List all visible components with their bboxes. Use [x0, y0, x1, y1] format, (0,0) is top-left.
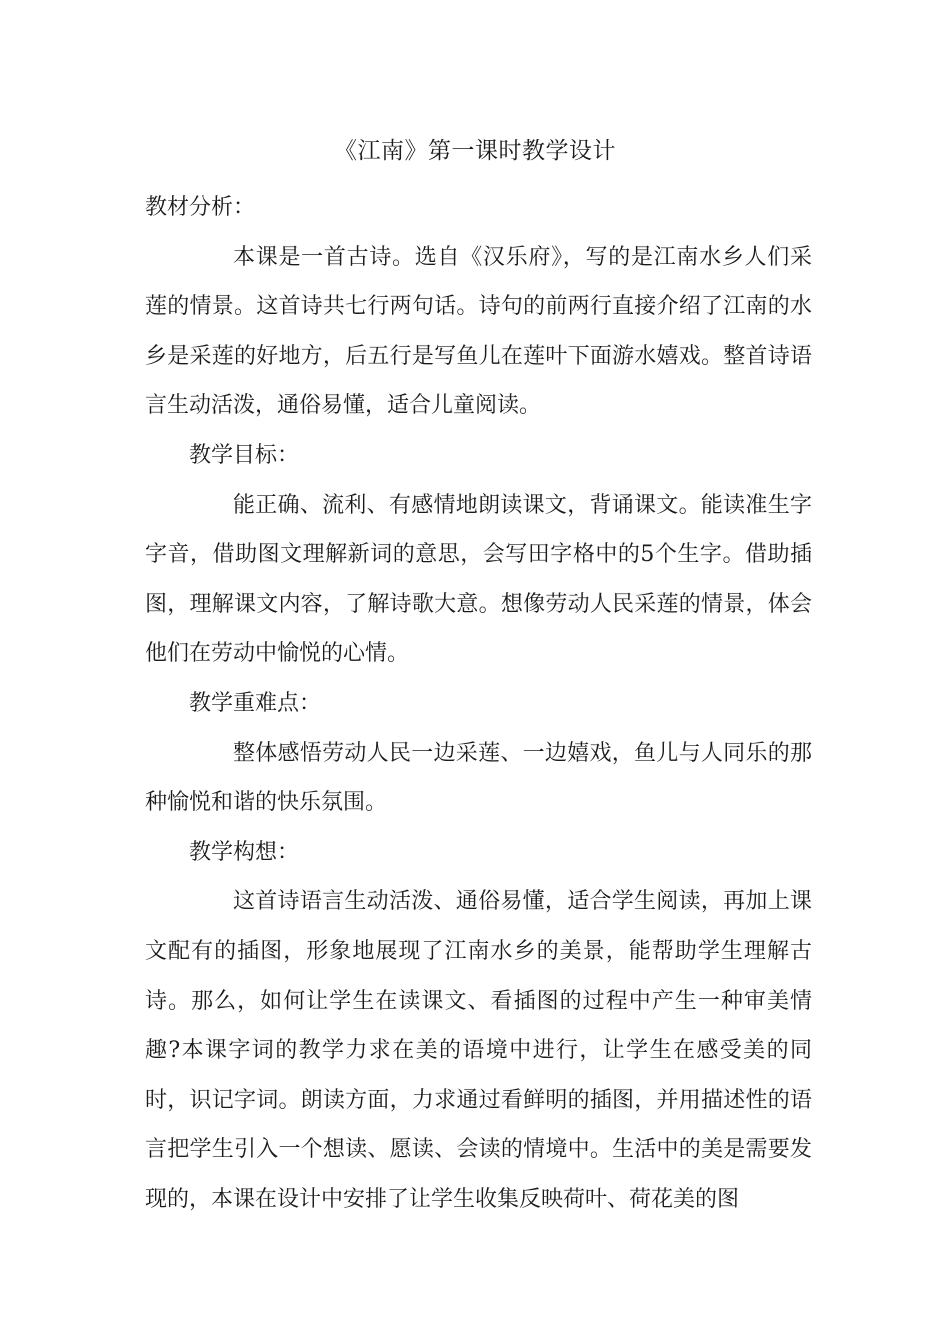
section-paragraph-material-analysis: 本课是一首古诗。选自《汉乐府》，写的是江南水乡人们采莲的情景。这首诗共七行两句话。诗句的前两行直接介绍了江南的水乡是采莲的好地方，后五行是写鱼儿在莲叶下面游水嬉戏。整首诗语言生动活泼，通俗易懂，适合儿童阅读。	[145, 244, 812, 419]
document-title: 《江南》第一课时教学设计	[334, 138, 616, 164]
section-paragraph-teaching-concept: 这首诗语言生动活泼、通俗易懂，适合学生阅读，再加上课文配有的插图，形象地展现了江南水乡的美景，能帮助学生理解古诗。那么，如何让学生在读课文、看插图的过程中产生一种审美情趣?本课字词的教学力求在美的语境中进行，让学生在感受美的同时，识记字词。朗读方面，力求通过看鲜明的插图，并用描述性的语言把学生引入一个想读、愿读、会读的情境中。生活中的美是需要发现的，本课在设计中安排了让学生收集反映荷叶、荷花美的图	[145, 889, 812, 1212]
section-heading-teaching-goals: 教学目标：	[189, 442, 300, 468]
section-paragraph-key-difficulties: 整体感悟劳动人民一边采莲、一边嬉戏，鱼儿与人同乐的那种愉悦和谐的快乐氛围。	[145, 740, 812, 816]
document-body	[145, 183, 812, 1224]
section-paragraph-teaching-goals: 能正确、流利、有感情地朗读课文，背诵课文。能读准生字字音，借助图文理解新词的意思，会写田字格中的5个生字。借助插图，理解课文内容，了解诗歌大意。想像劳动人民采莲的情景，体会他们在劳动中愉悦的心情。	[145, 492, 812, 667]
section-heading-key-difficulties: 教学重难点：	[189, 690, 322, 716]
section-heading-teaching-concept: 教学构想：	[189, 839, 300, 865]
section-heading-material-analysis: 教材分析：	[145, 195, 256, 220]
